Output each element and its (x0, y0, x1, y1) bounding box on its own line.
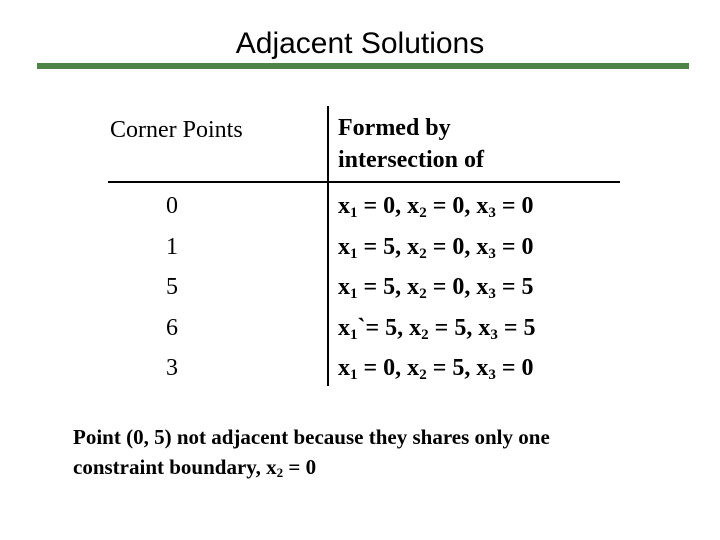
corner-point-value: 0 (166, 193, 178, 219)
corner-point-value: 5 (166, 274, 178, 300)
note-line1: Point (0, 5) not adjacent because they shares only one (73, 425, 550, 449)
formed-by-header (338, 112, 618, 176)
header-divider (108, 181, 620, 183)
adjacency-note (73, 422, 693, 482)
note-line2: constraint boundary, $x_2 = 0$ (73, 455, 317, 480)
intersection-equations: $x_1`= 5$, $x_2 = 5$, $x_3 = 5$ (338, 314, 536, 343)
table-body (0, 186, 720, 389)
intersection-equations: $x_1 = 0$, $x_2 = 5$, $x_3 = 0$ (338, 355, 534, 383)
corner-point-value: 3 (166, 355, 178, 381)
formed-by-header-line1: Formed by (338, 115, 451, 141)
intersection-equations: $x_1 = 5$, $x_2 = 0$, $x_3 = 5$ (338, 274, 534, 302)
table-row (0, 227, 720, 268)
intersection-equations: $x_1 = 5$, $x_2 = 0$, $x_3 = 0$ (338, 233, 534, 262)
intersection-equations: $x_1 = 0$, $x_2 = 0$, $x_3 = 0$ (338, 193, 534, 221)
table-row (0, 186, 720, 227)
corner-point-value: 6 (166, 314, 178, 341)
corner-points-header: Corner Points (110, 117, 243, 143)
table-row (0, 267, 720, 308)
table-row (0, 348, 720, 389)
title-underline (37, 63, 689, 69)
slide-title: Adjacent Solutions (235, 27, 485, 60)
formed-by-header-line2: intersection of (338, 147, 484, 173)
table-row (0, 308, 720, 349)
corner-point-value: 1 (166, 233, 178, 260)
